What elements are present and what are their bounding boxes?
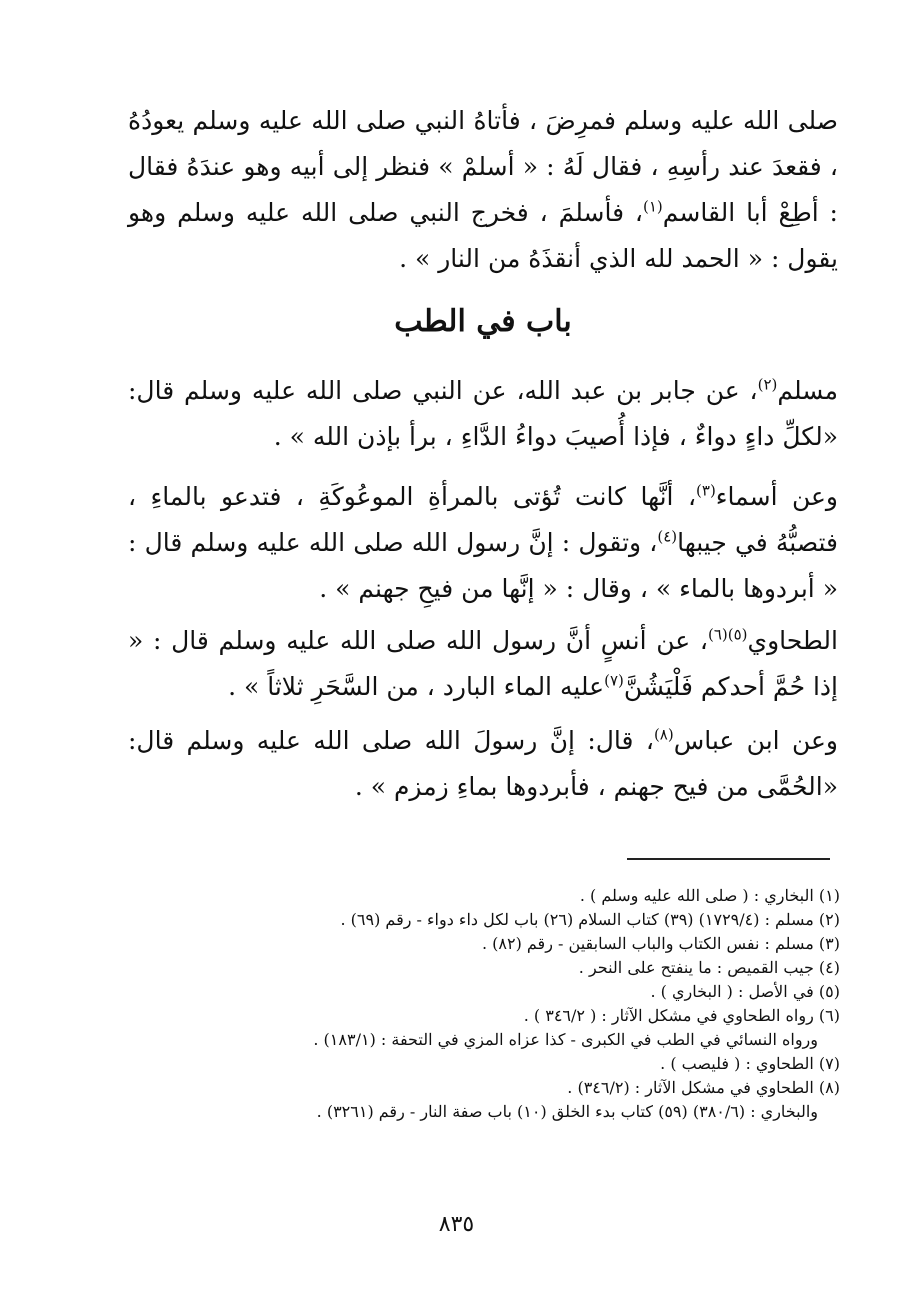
footnote-item: (٢) مسلم : (١٧٢٩/٤) (٣٩) كتاب السلام (٢٦) باب لكل داء دواء - رقم (٦٩) . — [340, 910, 840, 929]
footnote-item: (٣) مسلم : نفس الكتاب والباب السابقين - رقم (٨٢) . — [481, 934, 840, 953]
paragraph-text: ، عن جابر بن عبد الله، عن النبي صلى الله عليه وسلم قال: «لكلِّ داءٍ دواءٌ ، فإذا أُصيبَ دواءُ الدَّاءِ ، برأ بإذن الله » . — [128, 376, 838, 451]
paragraph-text: وعن ابن عباس — [673, 726, 838, 755]
footnote-ref-3[interactable]: (٣) — [696, 481, 716, 500]
footnote-item: (٧) الطحاوي : ( فليصب ) . — [660, 1054, 840, 1073]
footnote-continuation: ورواه النسائي في الطب في الكبرى - كذا عزاه المزي في التحفة : (١٨٣/١) . — [313, 1030, 818, 1049]
footnote-item: (٤) جيب القميص : ما ينفتح على النحر . — [578, 958, 840, 977]
paragraph-2 — [128, 368, 838, 460]
footnote-ref-1[interactable]: (١) — [643, 197, 663, 216]
footnote-item: (٨) الطحاوي في مشكل الآثار : (٣٤٦/٢) . — [567, 1078, 840, 1097]
paragraph-text: وعن أسماء — [715, 482, 838, 511]
paragraph-3 — [128, 474, 838, 612]
footnote-ref-7[interactable]: (٧) — [604, 671, 624, 690]
footnote-ref-2[interactable]: (٢) — [757, 375, 778, 394]
paragraph-text: ، قال: إنَّ رسولَ الله صلى الله عليه وسلم قال: «الحُمَّى من فيح جهنم ، فأبردوها بماءِ زمزم » . — [128, 726, 838, 801]
footnote-item: (٦) رواه الطحاوي في مشكل الآثار : ( ٣٤٦/٢ ) . — [523, 1006, 840, 1025]
paragraph-text: الطحاوي — [747, 626, 838, 655]
paragraph-text: صلى الله عليه وسلم فمرِضَ ، فأتاهُ النبي صلى الله عليه وسلم يعودُهُ ، فقعدَ عند رأسِهِ ، فقال لَهُ : « أسلمْ » فنظر إلى أبيه وهو عندَهُ فقال : أطِعْ أبا القاسم — [128, 106, 838, 227]
footnote-ref-5-6[interactable]: (٥)(٦) — [707, 625, 748, 644]
footnote-ref-4[interactable]: (٤) — [657, 527, 678, 546]
paragraph-5 — [128, 718, 838, 810]
paragraph-text: ، وتقول : إنَّ رسول الله صلى الله عليه وسلم قال : « أبردوها بالماء » ، وقال : « إنَّها من فيحِ جهنم » . — [128, 528, 838, 603]
footnote-ref-8[interactable]: (٨) — [653, 725, 674, 744]
footnote-continuation: والبخاري : (٣٨٠/٦) (٥٩) كتاب بدء الخلق (١٠) باب صفة النار - رقم (٣٢٦١) . — [316, 1102, 818, 1121]
footnotes-list — [128, 884, 840, 1124]
footnote-item: (١) البخاري : ( صلى الله عليه وسلم ) . — [579, 886, 840, 905]
paragraph-text: ، فأسلمَ ، فخرج النبي صلى الله عليه وسلم وهو يقول : « الحمد لله الذي أنقذَهُ من النار » . — [128, 198, 838, 273]
paragraph-text: ، عن أنسٍ أنَّ رسول الله صلى الله عليه وسلم قال : « إذا حُمَّ أحدكم فَلْيَشُنَّ — [128, 626, 838, 701]
page-number: ٨٣٥ — [438, 1212, 475, 1237]
footnote-separator — [627, 858, 830, 860]
paragraph-1 — [128, 98, 838, 282]
section-heading: باب في الطب — [394, 304, 572, 339]
paragraph-text: مسلم — [777, 376, 838, 405]
paragraph-4 — [128, 618, 838, 710]
footnote-item: (٥) في الأصل : ( البخاري ) . — [650, 982, 840, 1001]
paragraph-text: ، أنَّها كانت تُؤتى بالمرأةِ الموعُوكَةِ ، فتدعو بالماءِ ، فتصبُّهُ في جيبها — [128, 482, 838, 557]
paragraph-text: عليه الماء البارد ، من السَّحَرِ ثلاثاً » . — [228, 672, 605, 701]
